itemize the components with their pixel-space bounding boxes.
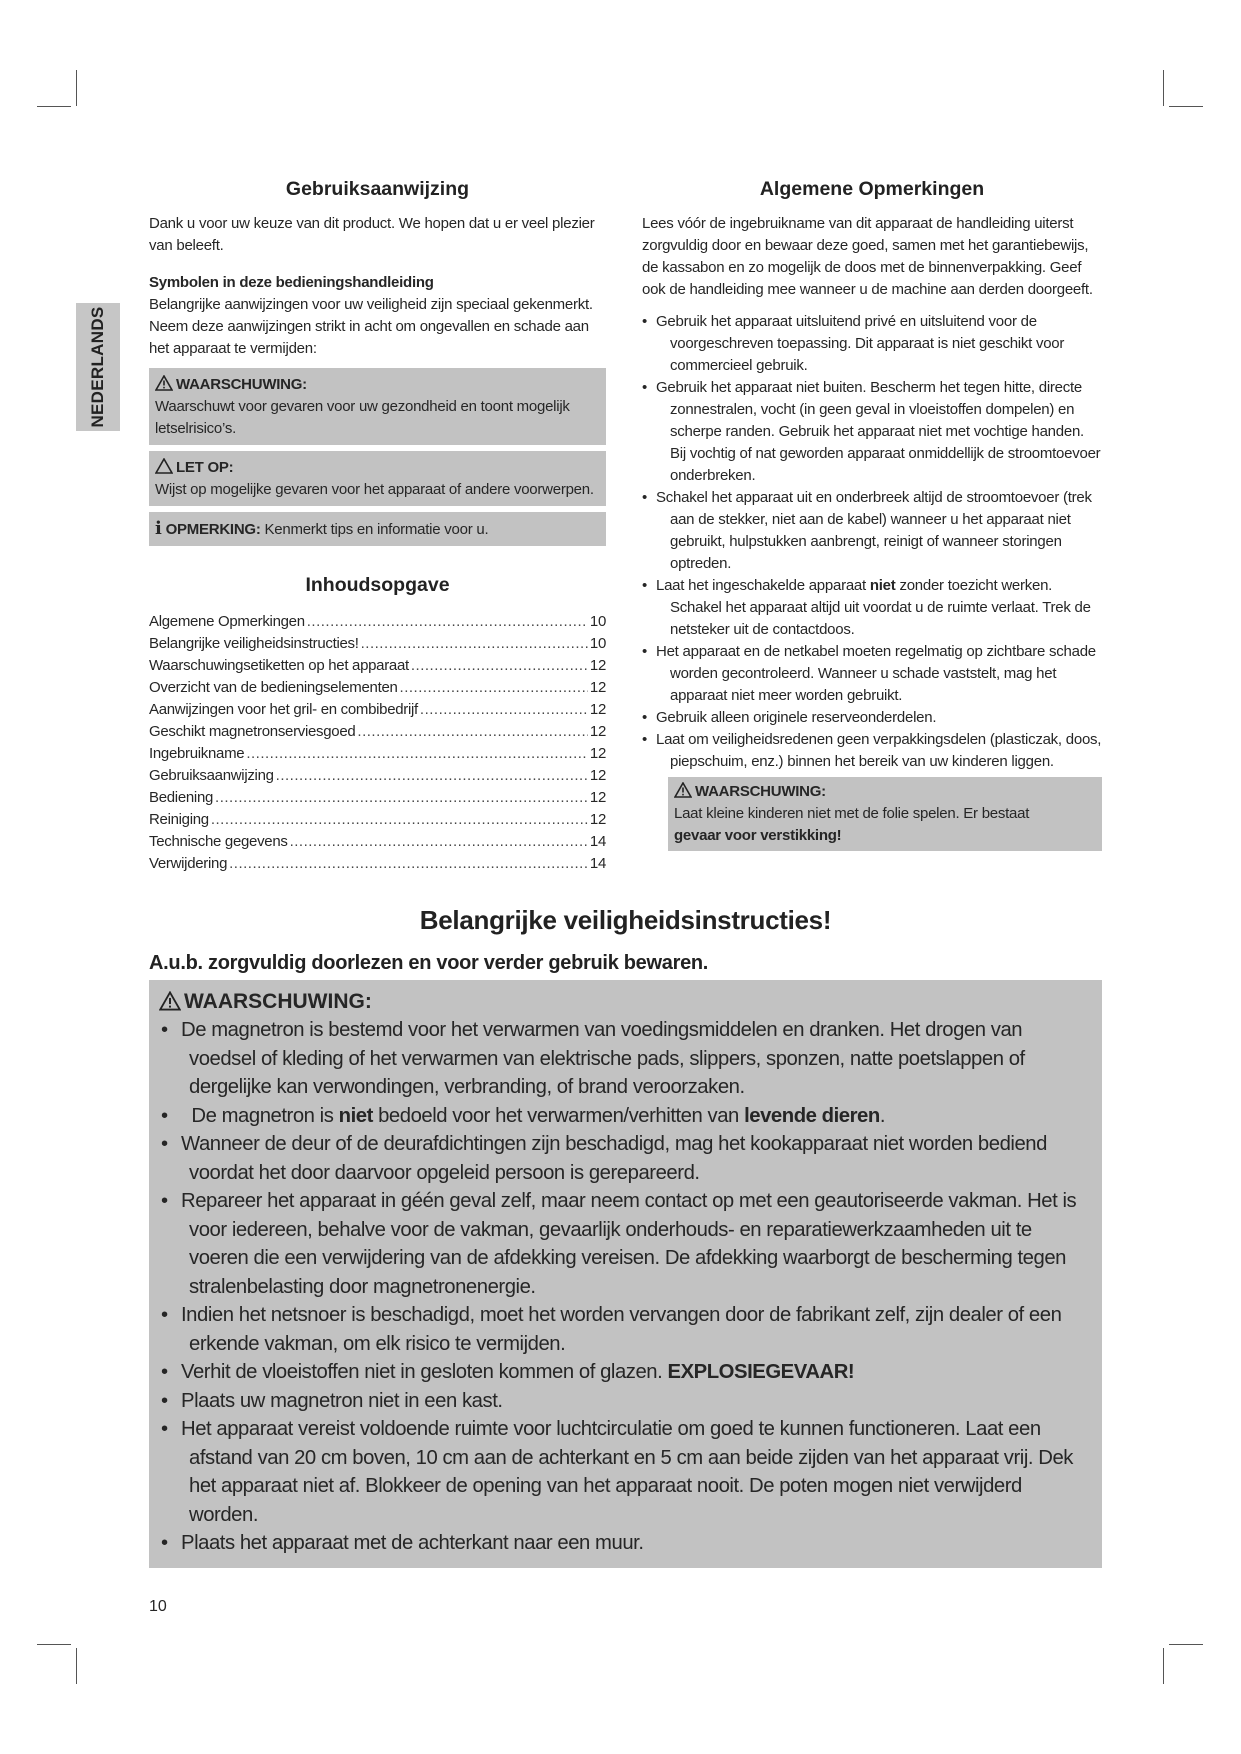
toc-row xyxy=(149,831,606,853)
toc-label: Aanwijzingen voor het gril- en combibedrijf xyxy=(149,701,418,718)
list-item: • De magnetron is bestemd voor het verwarmen van voedingsmiddelen en dranken. Het drogen van voedsel of kleding of het verwarmen van elektrische pads, slippers, sponzen, natte poetslappen of dergelijke kan verwondingen, verbranding, of brand veroorzaken. xyxy=(159,1016,1090,1102)
list-item: • Laat om veiligheidsredenen geen verpakkingsdelen (plasticzak, doos, piepschuim, enz.) binnen het bereik van uw kinderen liggen. xyxy=(642,729,1102,773)
list-item xyxy=(159,1102,1090,1131)
toc-page: 12 xyxy=(589,679,606,696)
toc-leader xyxy=(420,699,588,721)
warning-emphasis: gevaar voor verstikking! xyxy=(674,827,842,844)
toc-page: 10 xyxy=(589,635,606,652)
toc-leader xyxy=(229,853,588,875)
warning-triangle-icon xyxy=(155,375,173,391)
crop-mark xyxy=(37,1644,71,1645)
crop-mark xyxy=(1169,1644,1203,1645)
list-item-emphasis: niet xyxy=(338,1104,373,1127)
toc-row xyxy=(149,853,606,875)
list-item-emphasis: levende dieren xyxy=(744,1104,880,1127)
toc-row xyxy=(149,699,606,721)
crop-mark xyxy=(1163,1648,1164,1684)
toc-leader xyxy=(357,721,587,743)
language-tab xyxy=(76,303,120,431)
toc-row xyxy=(149,721,606,743)
toc-row xyxy=(149,809,606,831)
right-column xyxy=(642,178,1102,851)
safety-subtitle: A.u.b. zorgvuldig doorlezen en voor verder gebruik bewaren. xyxy=(149,952,709,974)
list-item-text: . xyxy=(879,1104,885,1127)
list-item: • Het apparaat en de netkabel moeten regelmatig op zichtbare schade worden gecontroleerd. Wanneer u schade vaststelt, mag het apparaat niet meer worden gebruikt. xyxy=(642,641,1102,707)
toc-page: 14 xyxy=(589,833,606,850)
warning-box xyxy=(149,368,606,445)
crop-mark xyxy=(1169,106,1203,107)
toc-page: 12 xyxy=(589,723,606,740)
safety-list xyxy=(159,1016,1090,1558)
crop-mark xyxy=(76,1648,77,1684)
warning-label: WAARSCHUWING: xyxy=(695,783,826,800)
toc-row xyxy=(149,677,606,699)
list-item-text: Verhit de vloeistoffen niet in gesloten kommen of glazen. xyxy=(181,1361,663,1383)
list-item: • Gebruik het apparaat uitsluitend privé en uitsluitend voor de voorgeschreven toepassing. Dit apparaat is niet geschikt voor commercieel gebruik. xyxy=(642,311,1102,377)
list-item xyxy=(642,575,1102,641)
intro-text: Dank u voor uw keuze van dit product. We hopen dat u er veel plezier van beleeft. xyxy=(149,215,595,254)
toc-title: Inhoudsopgave xyxy=(305,574,450,596)
toc-label: Gebruiksaanwijzing xyxy=(149,767,274,784)
list-item: • Wanneer de deur of de deurafdichtingen zijn beschadigd, mag het kookapparaat niet worden bediend voordat het door daarvoor opgeleid persoon is gerepareerd. xyxy=(159,1130,1090,1187)
list-item-text: bedoeld voor het verwarmen/verhitten van xyxy=(378,1104,739,1127)
caution-label: LET OP: xyxy=(176,459,234,476)
safety-title: Belangrijke veiligheidsinstructies! xyxy=(419,905,832,935)
toc-row xyxy=(149,765,606,787)
list-item-text: Laat het ingeschakelde apparaat xyxy=(656,577,866,594)
toc-label: Technische gegevens xyxy=(149,833,288,850)
list-item: • Het apparaat vereist voldoende ruimte voor luchtcirculatie om goed te kunnen functioneren. Laat een afstand van 20 cm boven, 10 cm aan de achterkant en 5 cm aan beide zijden van het apparaat vrij. Dek het apparaat niet af. Blokkeer de opening van het apparaat nooit. De poten mogen niet verwijderd worden. xyxy=(159,1415,1090,1529)
toc-leader xyxy=(246,743,588,765)
crop-mark xyxy=(76,70,77,106)
table-of-contents xyxy=(149,611,606,875)
toc-leader xyxy=(411,655,588,677)
general-intro: Lees vóór de ingebruikname van dit apparaat de handleiding uiterst zorgvuldig door en bewaar deze goed, samen met het garantiebewijs, de kassabon en zo mogelijk de doos met de binnenverpakking. Geef ook de handleiding mee wanneer u de machine aan derden doorgeeft. xyxy=(642,215,1093,298)
warning-text: Waarschuwt voor gevaren voor uw gezondheid en toont mogelijk letselrisico’s. xyxy=(155,398,570,437)
caution-box xyxy=(149,451,606,506)
toc-page: 12 xyxy=(589,767,606,784)
toc-label: Geschikt magnetronserviesgoed xyxy=(149,723,356,740)
toc-label: Reiniging xyxy=(149,811,209,828)
toc-label: Waarschuwingsetiketten op het apparaat xyxy=(149,657,409,674)
toc-label: Bediening xyxy=(149,789,214,806)
toc-row xyxy=(149,787,606,809)
general-list xyxy=(642,311,1102,773)
toc-leader xyxy=(211,809,588,831)
note-text: Kenmerkt tips en informatie voor u. xyxy=(264,521,489,538)
symbols-text: Belangrijke aanwijzingen voor uw veiligheid zijn speciaal gekenmerkt. Neem deze aanwijzingen strikt in acht om ongevallen en schade aan het apparaat te vermijden: xyxy=(149,296,593,357)
toc-page: 12 xyxy=(589,745,606,762)
list-item xyxy=(159,1358,1090,1387)
list-item: • Plaats uw magnetron niet in een kast. xyxy=(159,1387,1090,1416)
warning-triangle-icon xyxy=(159,991,181,1011)
list-item: • Plaats het apparaat met de achterkant naar een muur. xyxy=(159,1529,1090,1558)
list-item: • Gebruik alleen originele reserveonderdelen. xyxy=(642,707,1102,729)
toc-row xyxy=(149,611,606,633)
left-column xyxy=(149,178,606,875)
toc-row xyxy=(149,743,606,765)
list-item: • Repareer het apparaat in géén geval zelf, maar neem contact op met een geautoriseerde vakman. Het is voor iedereen, behalve voor de vakman, gevaarlijk onderhouds- en reparatiewerkzaamheden uit te voeren die een verwijdering van de afdekking vereisen. De afdekking waarborgt de bescherming tegen stralenbelasting door magnetronenergie. xyxy=(159,1187,1090,1301)
warning-text: Laat kleine kinderen niet met de folie spelen. Er bestaat xyxy=(674,805,1030,822)
toc-page: 12 xyxy=(589,811,606,828)
note-box xyxy=(149,512,606,546)
list-item-emphasis: niet xyxy=(869,577,896,594)
warning-triangle-icon xyxy=(674,782,692,798)
warning-label: WAARSCHUWING: xyxy=(176,376,307,393)
list-item: • Gebruik het apparaat niet buiten. Bescherm het tegen hitte, directe zonnestralen, vocht (in geen geval in vloeistoffen dompelen) en scherpe randen. Gebruik het apparaat niet met vochtige handen. Bij vochtig of nat geworden apparaat onmiddellijk de stroomtoevoer onderbreken. xyxy=(642,377,1102,487)
section-title-usage: Gebruiksaanwijzing xyxy=(285,178,470,200)
info-icon: i xyxy=(155,518,162,539)
toc-page: 10 xyxy=(589,613,606,630)
crop-mark xyxy=(37,106,71,107)
toc-row xyxy=(149,655,606,677)
section-title-general: Algemene Opmerkingen xyxy=(759,178,985,200)
toc-page: 12 xyxy=(589,789,606,806)
language-tab-label: NEDERLANDS xyxy=(88,306,107,428)
list-item-text: zonder toezicht werken. Schakel het apparaat altijd uit voordat u de ruimte verlaat. Trek de netsteker uit de contactdoos. xyxy=(670,577,1091,638)
toc-label: Belangrijke veiligheidsinstructies! xyxy=(149,635,359,652)
toc-label: Ingebruikname xyxy=(149,745,245,762)
toc-row xyxy=(149,633,606,655)
toc-page: 12 xyxy=(589,657,606,674)
list-item: • Schakel het apparaat uit en onderbreek altijd de stroomtoevoer (trek aan de stekker, niet aan de kabel) wanneer u het apparaat niet gebruikt, hulpstukken aanbrengt, reinigt of wanneer storingen optreden. xyxy=(642,487,1102,575)
caution-text: Wijst op mogelijke gevaren voor het apparaat of andere voorwerpen. xyxy=(155,481,594,498)
symbols-heading: Symbolen in deze bedieningshandleiding xyxy=(149,274,434,291)
toc-page: 12 xyxy=(589,701,606,718)
list-item-text: De magnetron is xyxy=(191,1104,334,1127)
toc-label: Verwijdering xyxy=(149,855,228,872)
safety-warning-label: WAARSCHUWING: xyxy=(184,990,372,1013)
page-number: 10 xyxy=(149,1598,167,1615)
list-item: • Indien het netsnoer is beschadigd, moet het worden vervangen door de fabrikant zelf, zijn dealer of een erkende vakman, om elk risico te vermijden. xyxy=(159,1301,1090,1358)
toc-leader xyxy=(400,677,588,699)
note-label: OPMERKING: xyxy=(165,521,261,538)
list-item-emphasis: EXPLOSIEGEVAAR! xyxy=(667,1361,855,1383)
caution-triangle-icon xyxy=(155,458,173,474)
safety-warning-box xyxy=(149,980,1102,1568)
child-warning-box xyxy=(668,777,1102,851)
toc-leader xyxy=(290,831,588,853)
toc-leader xyxy=(215,787,588,809)
toc-leader xyxy=(276,765,588,787)
toc-label: Overzicht van de bedieningselementen xyxy=(149,679,398,696)
toc-page: 14 xyxy=(589,855,606,872)
toc-leader xyxy=(307,611,588,633)
toc-leader xyxy=(361,633,588,655)
crop-mark xyxy=(1163,70,1164,106)
toc-label: Algemene Opmerkingen xyxy=(149,613,305,630)
